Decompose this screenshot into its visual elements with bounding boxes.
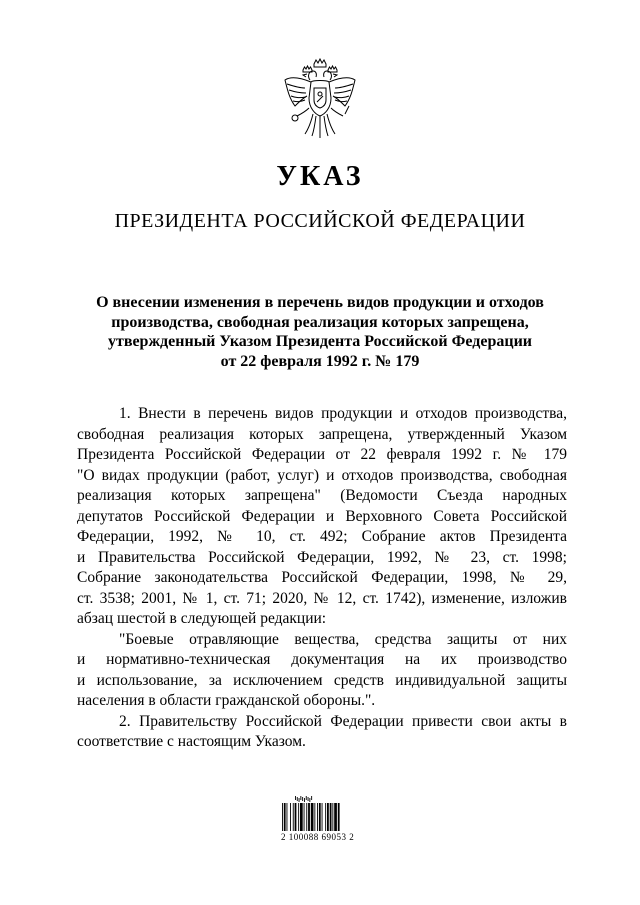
- text-line: населения в области гражданской обороны.".: [77, 692, 376, 709]
- text-line: 1. Внести в перечень видов продукции и отходов производства,: [119, 405, 567, 422]
- text-line: абзац шестой в следующей редакции:: [77, 610, 327, 627]
- barcode-bar: [290, 803, 291, 831]
- barcode-bar: [304, 803, 305, 831]
- text-line: соответствие с настоящим Указом.: [77, 733, 306, 750]
- text-line: Федерации, 1992, № 10, ст. 492; Собрание актов Президента: [77, 528, 567, 545]
- document-body: [77, 404, 567, 753]
- barcode-mark: [304, 798, 305, 802]
- text-line: и использование, за исключением средств индивидуальной защиты: [77, 671, 567, 689]
- barcode-bars: [281, 795, 361, 831]
- barcode-bar: [298, 803, 299, 831]
- coat-of-arms-icon: [281, 58, 359, 144]
- heading-line: О внесении изменения в перечень видов продукции и отходов: [96, 294, 544, 311]
- barcode-bar: [295, 803, 297, 831]
- text-line: и нормативно-техническая документация на их производство: [77, 651, 567, 668]
- barcode-bar: [325, 803, 326, 831]
- text-line: Собрание законодательства Российской Федерации, 1998, № 29,: [77, 569, 567, 586]
- text-line: свободная реализация которых запрещена, утвержденный Указом: [77, 425, 567, 443]
- barcode-bar: [287, 803, 288, 831]
- heading-line: утвержденный Указом Президента Российской Федерации: [107, 333, 533, 350]
- barcode-mark: [297, 797, 298, 801]
- barcode-bar: [282, 803, 283, 831]
- barcode-mark: [308, 797, 309, 801]
- barcode-bar: [322, 803, 323, 831]
- paragraph-1: [77, 404, 567, 630]
- paragraph-2: [77, 712, 567, 753]
- text-line: ст. 3538; 2001, № 1, ст. 71; 2020, № 12, ст. 1742), изменение, изложив: [77, 589, 567, 607]
- document-heading: [90, 293, 550, 371]
- barcode-mark: [302, 797, 303, 801]
- barcode-mark: [295, 796, 296, 800]
- barcode-bar: [327, 803, 329, 831]
- barcode-bar: [293, 803, 294, 831]
- barcode-bar: [332, 803, 333, 831]
- heading-line: от 22 февраля 1992 г. № 179: [220, 352, 420, 370]
- barcode: [281, 795, 361, 842]
- barcode-mark: [309, 798, 310, 802]
- barcode-mark: [299, 798, 300, 802]
- text-line: 2. Правительству Российской Федерации привести свои акты в: [119, 712, 567, 730]
- barcode-bar: [317, 803, 318, 831]
- barcode-bar: [334, 803, 337, 831]
- text-line: депутатов Российской Федерации и Верховного Совета Российской: [77, 507, 567, 525]
- document-issuer: ПРЕЗИДЕНТА РОССИЙСКОЙ ФЕДЕРАЦИИ: [114, 210, 526, 232]
- document-title: УКАЗ: [276, 161, 364, 192]
- text-line: и Правительства Российской Федерации, 1992, № 23, ст. 1998;: [77, 548, 567, 566]
- text-line: Президента Российской Федерации от 22 февраля 1992 г. № 179: [77, 446, 567, 463]
- heading-line: производства, свободная реализация которых запрещена,: [111, 313, 529, 331]
- text-line: "О видах продукции (работ, услуг) и отходов производства, свободная: [77, 466, 567, 484]
- barcode-bar: [311, 803, 314, 831]
- barcode-number: 2 100088 69053 2: [281, 832, 355, 842]
- barcode-bar: [300, 803, 303, 831]
- barcode-mark: [311, 796, 312, 800]
- barcode-bar: [338, 803, 340, 831]
- barcode-mark: [306, 796, 307, 800]
- quoted-paragraph: [77, 630, 567, 712]
- text-line: "Боевые отравляющие вещества, средства защиты от них: [119, 630, 567, 648]
- text-line: реализация которых запрещена" (Ведомости Съезда народных: [77, 487, 567, 504]
- barcode-bar: [319, 803, 321, 831]
- barcode-bar: [284, 803, 286, 831]
- barcode-bar: [314, 803, 315, 831]
- barcode-bar: [306, 803, 307, 831]
- barcode-bar: [330, 803, 332, 831]
- barcode-mark: [300, 796, 301, 800]
- barcode-bar: [308, 803, 310, 831]
